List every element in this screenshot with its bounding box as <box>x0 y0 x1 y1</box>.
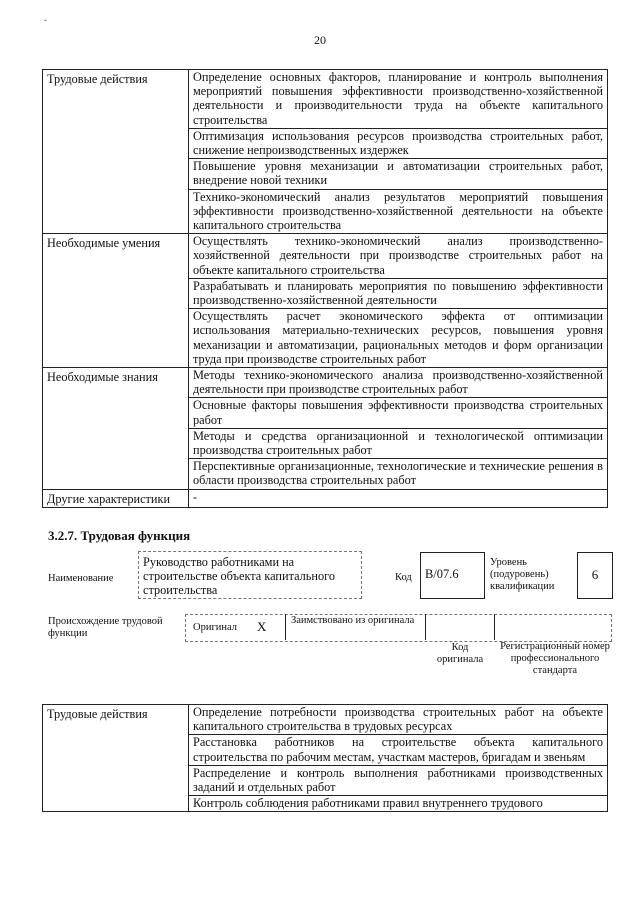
table-cell: Расстановка работников на строительстве объекта капитального строительства по рабочим местам, участкам мастеров, бригадам и звеньям <box>189 735 608 765</box>
table-cell: Методы технико-экономического анализа производственно-хозяйственной деятельности при производстве строительных работ <box>189 368 608 398</box>
table-cell: Осуществлять расчет экономического эффекта от оптимизации использования материально-технических ресурсов, повышения уровня механизации и автоматизации, рациональных методов и форм организации труда при производстве строительных работ <box>189 309 608 368</box>
table-row <box>43 70 608 129</box>
level-label: Уровень (подуровень) квалификации <box>490 557 555 592</box>
table-row <box>43 234 608 279</box>
section-title: 3.2.7. Трудовая функция <box>48 528 191 543</box>
level-value: 6 <box>591 567 599 582</box>
table-row <box>43 705 608 735</box>
row-label: Необходимые умения <box>43 234 189 368</box>
table-cell: Повышение уровня механизации и автоматизации строительных работ, внедрение новой техники <box>189 159 608 189</box>
table-cell: Определение потребности производства строительных работ на объекте капитального строительства в трудовых ресурсах <box>189 705 608 735</box>
original-mark: X <box>257 619 267 634</box>
table-cell: Разрабатывать и планировать мероприятия по повышению эффективности производственно-хозяйственной деятельности <box>189 278 608 308</box>
table-cell: Основные факторы повышения эффективности производства строительных работ <box>189 398 608 428</box>
table-cell: Определение основных факторов, планирование и контроль выполнения мероприятий повышения эффективности производственно-хозяйственной деятельности и производительности труда на объекте капитального строительства <box>189 70 608 129</box>
table-cell: Методы и средства организационной и технологической оптимизации производства строительных работ <box>189 428 608 458</box>
table-cell: Распределение и контроль выполнения работниками производственных заданий и отдельных работ <box>189 765 608 795</box>
table-cell: Контроль соблюдения работниками правил внутреннего трудового <box>189 796 608 812</box>
borrowed-label: Заимствовано из оригинала <box>291 615 415 626</box>
table-cell: Перспективные организационные, технологические и технические решения в области производства строительных работ <box>189 459 608 489</box>
code-original-label: Код оригинала <box>436 642 484 665</box>
name-label: Наименование <box>48 573 114 584</box>
row-label: Другие характеристики <box>43 489 189 507</box>
name-value-box <box>138 551 362 599</box>
name-value: Руководство работниками на строительстве объекта капитального строительства <box>143 555 336 598</box>
table-row <box>43 489 608 507</box>
table-cell: - <box>189 489 608 507</box>
reg-number-label: Регистрационный номер профессионального стандарта <box>500 641 610 676</box>
code-label: Код <box>395 572 412 583</box>
scan-mark: ˇ <box>44 18 47 28</box>
code-value: B/07.6 <box>425 567 459 581</box>
original-label: Оригинал <box>193 622 237 633</box>
level-box <box>577 552 613 599</box>
row-label: Трудовые действия <box>43 705 189 812</box>
code-original-cell <box>425 614 495 640</box>
table-cell: Осуществлять технико-экономический анализ производственно-хозяйственной деятельности при производстве строительных работ на объекте капитального строительства <box>189 234 608 279</box>
page-number: 20 <box>314 33 326 47</box>
code-box <box>420 552 485 599</box>
row-label: Трудовые действия <box>43 70 189 234</box>
top-characteristics-table <box>42 69 608 508</box>
table-cell: Оптимизация использования ресурсов производства строительных работ, снижение непроизводственных издержек <box>189 128 608 158</box>
origin-label: Происхождение трудовой функции <box>48 616 163 639</box>
original-cell <box>185 614 286 640</box>
bottom-actions-table <box>42 704 608 812</box>
table-cell: Технико-экономический анализ результатов мероприятий повышения эффективности производственно-хозяйственной деятельности на объекте капитального строительства <box>189 189 608 234</box>
table-row <box>43 368 608 398</box>
row-label: Необходимые знания <box>43 368 189 490</box>
